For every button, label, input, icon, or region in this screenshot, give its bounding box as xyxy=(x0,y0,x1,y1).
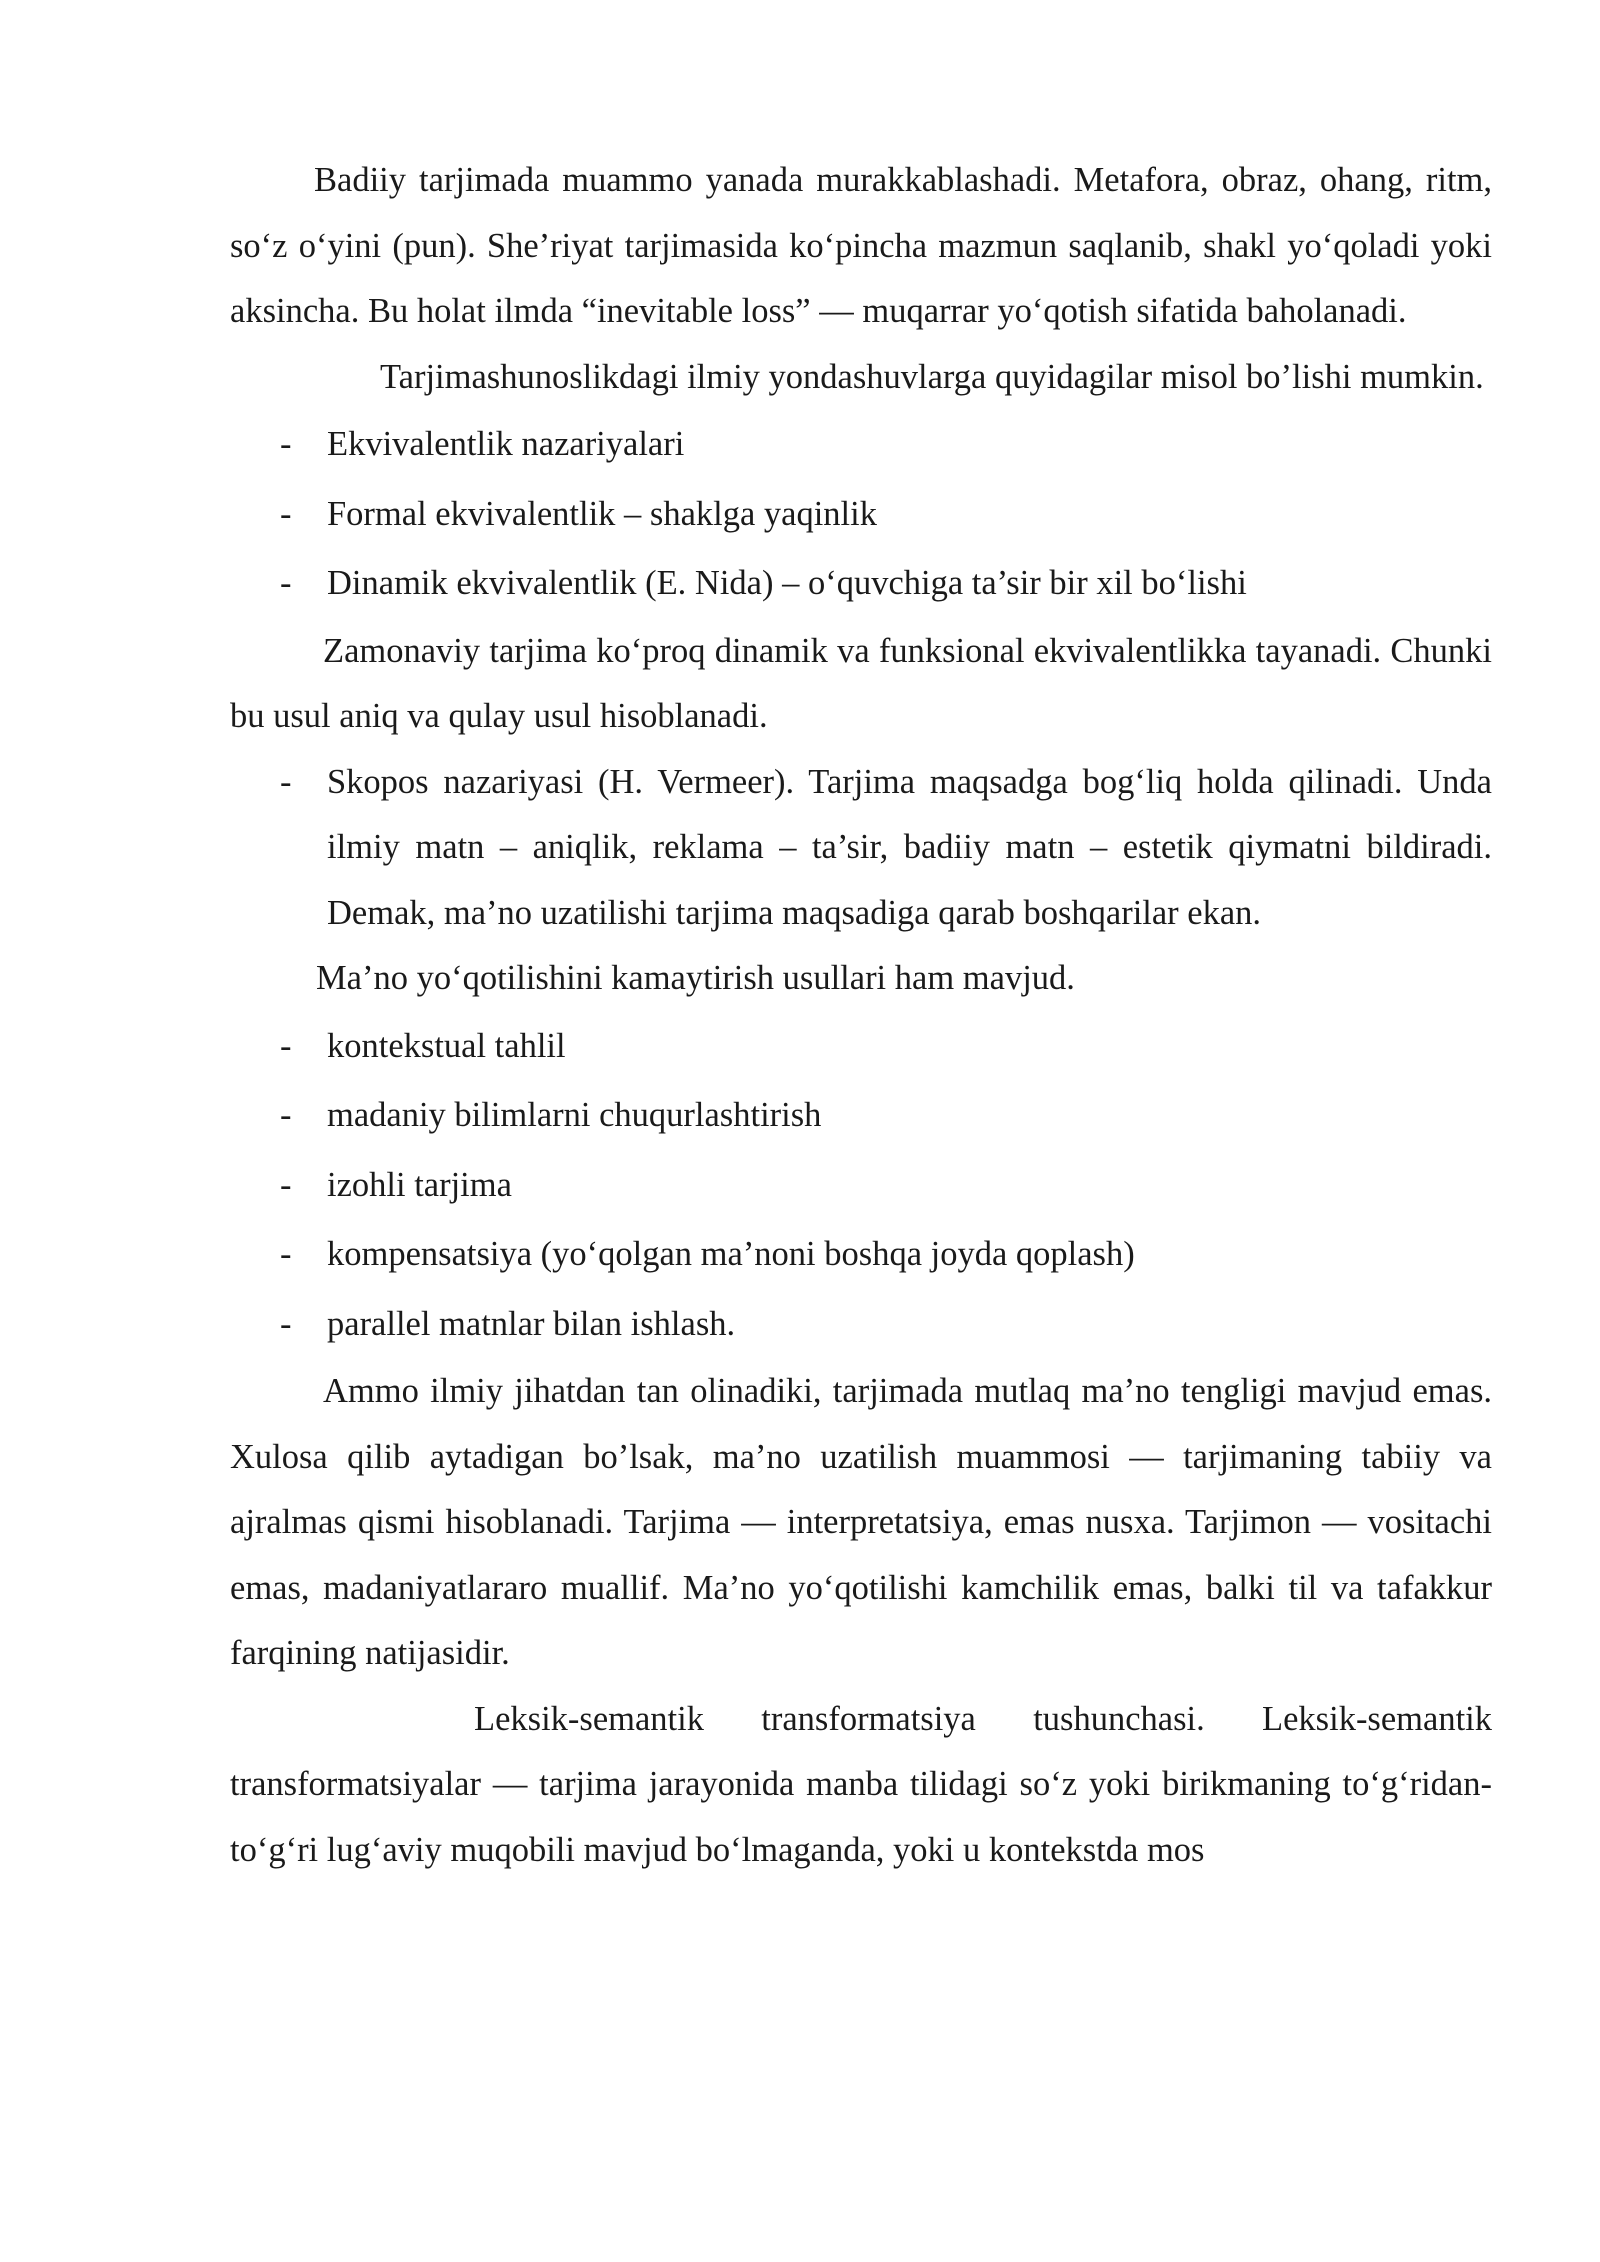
dash-bullet: - xyxy=(280,1096,292,1134)
list-item-text: parallel matnlar bilan ishlash. xyxy=(327,1304,736,1343)
list-item xyxy=(230,410,1492,480)
list-item xyxy=(230,549,1492,619)
paragraph-scientific-approaches: Tarjimashunoslikdagi ilmiy yondashuvlarga quyidagilar misol bo’lishi mumkin. xyxy=(380,357,1484,396)
dash-bullet: - xyxy=(280,1026,292,1065)
document-page xyxy=(230,148,1492,1883)
dash-bullet: - xyxy=(280,425,292,463)
list-item-text: Formal ekvivalentlik – shaklga yaqinlik xyxy=(327,494,877,533)
list-item xyxy=(230,1081,1492,1151)
dash-bullet: - xyxy=(280,1165,292,1204)
list-item-text: Ekvivalentlik nazariyalari xyxy=(327,425,685,463)
list-item xyxy=(230,1220,1492,1290)
list-item-text: kontekstual tahlil xyxy=(327,1026,566,1065)
list-item-text: kompensatsiya (yo‘qolgan ma’noni boshqa joyda qoplash) xyxy=(327,1235,1135,1273)
list-item xyxy=(230,750,1492,947)
list-equivalence-theories xyxy=(230,410,1492,619)
list-skopos xyxy=(230,750,1492,947)
list-item-text: madaniy bilimlarni chuqurlashtirish xyxy=(327,1096,822,1134)
paragraph-lexical-semantic-transformation: Leksik-semantik transformatsiya tushunchasi. Leksik-semantik transformatsiyalar — tarjima jarayonida manba tilidagi so‘z yoki birikmaning to‘g‘ridan-to‘g‘ri lug‘aviy muqobili mavjud bo‘lmaganda, yoki u kontekstda mos xyxy=(230,1699,1492,1869)
dash-bullet: - xyxy=(280,762,292,801)
paragraph-reduction-methods: Ma’no yo‘qotilishini kamaytirish usullari ham mavjud. xyxy=(316,959,1075,997)
paragraph-modern-translation: Zamonaviy tarjima ko‘proq dinamik va funksional ekvivalentlikka tayanadi. Chunki bu usul aniq va qulay usul hisoblanadi. xyxy=(230,631,1492,735)
list-item xyxy=(230,480,1492,550)
dash-bullet: - xyxy=(280,494,292,533)
list-item xyxy=(230,1012,1492,1082)
paragraph-conclusion: Ammo ilmiy jihatdan tan olinadiki, tarjimada mutlaq ma’no tengligi mavjud emas. Xulosa qilib aytadigan bo’lsak, ma’no uzatilish muammosi — tarjimaning tabiiy va ajralmas qismi hisoblanadi. Tarjima — interpretatsiya, emas nusxa. Tarjimon — vositachi emas, madaniyatlararo muallif. Ma’no yo‘qotilishi kamchilik emas, balki til va tafakkur farqining natijasidir. xyxy=(230,1372,1492,1672)
dash-bullet: - xyxy=(280,1235,292,1273)
dash-bullet: - xyxy=(280,564,292,602)
list-item xyxy=(230,1151,1492,1221)
paragraph-literary-translation: Badiiy tarjimada muammo yanada murakkablashadi. Metafora, obraz, ohang, ritm, so‘z o‘yini (pun). She’riyat tarjimasida ko‘pincha mazmun saqlanib, shakl yo‘qoladi yoki aksincha. Bu holat ilmda “inevitable loss” — muqarrar yo‘qotish sifatida baholanadi. xyxy=(230,161,1492,330)
list-reduction-methods xyxy=(230,1012,1492,1360)
list-item-text: izohli tarjima xyxy=(327,1165,512,1204)
dash-bullet: - xyxy=(280,1304,292,1343)
list-item-text: Skopos nazariyasi (H. Vermeer). Tarjima maqsadga bog‘liq holda qilinadi. Unda ilmiy matn – aniqlik, reklama – ta’sir, badiiy matn – estetik qiymatni bildiradi. Demak, ma’no uzatilishi tarjima maqsadiga qarab boshqarilar ekan. xyxy=(327,762,1492,932)
list-item xyxy=(230,1290,1492,1360)
list-item-text: Dinamik ekvivalentlik (E. Nida) – o‘quvchiga ta’sir bir xil bo‘lishi xyxy=(327,564,1247,602)
